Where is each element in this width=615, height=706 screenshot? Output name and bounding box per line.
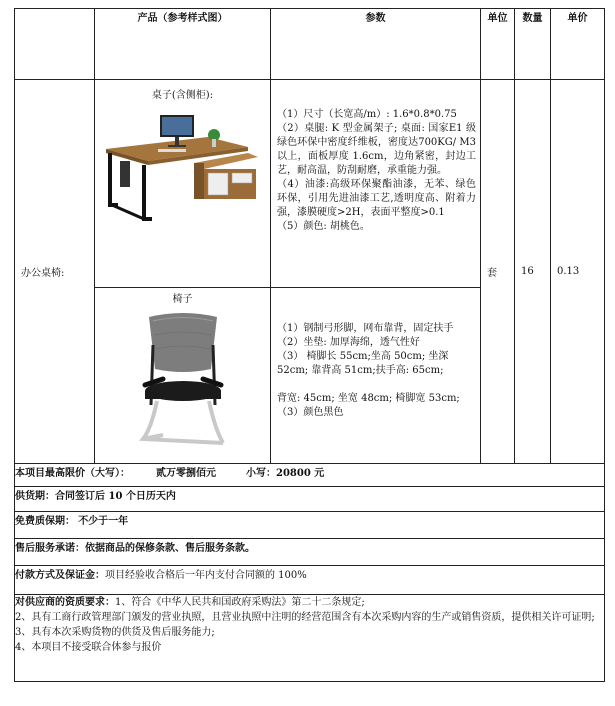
max-price-lower-label: 小写： bbox=[246, 468, 276, 479]
payment-label: 付款方式及保证金： bbox=[15, 570, 105, 581]
warranty-row bbox=[15, 512, 605, 539]
qualification-item: 1、符合《中华人民共和国政府采购法》第二十二条规定; bbox=[115, 597, 365, 608]
chair-spec-line bbox=[277, 378, 476, 392]
chair-spec-cell bbox=[271, 288, 481, 464]
header-price: 单价 bbox=[551, 9, 605, 80]
chair-spec-line: （1）钢制弓形脚，网布靠背，固定扶手 bbox=[277, 323, 454, 334]
header-qty: 数量 bbox=[515, 9, 551, 80]
desk-label: 桌子(含侧柜): bbox=[151, 90, 214, 101]
desk-image bbox=[98, 101, 268, 231]
qualification-item: 3、具有本次采购货物的供货及售后服务能力; bbox=[15, 627, 215, 638]
delivery-row bbox=[15, 487, 605, 512]
qualification-item: 4、本项目不接受联合体参与报价 bbox=[15, 642, 162, 653]
chair-image bbox=[123, 305, 243, 453]
desk-row bbox=[15, 80, 605, 288]
max-price-upper: 贰万零捌佰元 bbox=[156, 468, 216, 479]
qualification-row bbox=[15, 595, 605, 682]
header-unit: 单位 bbox=[481, 9, 515, 80]
desk-image-cell bbox=[95, 80, 271, 288]
desk-spec-line: （1）尺寸（长宽高/m）: 1.6*0.8*0.75 bbox=[277, 109, 457, 120]
after-sales-row bbox=[15, 539, 605, 566]
qualification-label: 对供应商的资质要求： bbox=[15, 597, 115, 608]
desk-spec-cell bbox=[271, 80, 481, 288]
item-name: 办公桌椅: bbox=[15, 80, 95, 464]
payment-value: 项目经验收合格后一年内支付合同额的 100% bbox=[105, 570, 307, 581]
procurement-table bbox=[14, 8, 605, 682]
header-image: 产品（参考样式图） bbox=[95, 9, 271, 80]
chair-spec-line: （3） 椅脚长 55cm;坐高 50cm; 坐深 52cm; 靠背高 51cm;扶手高: 65cm; bbox=[277, 351, 449, 376]
payment-row bbox=[15, 566, 605, 595]
chair-spec-line: （2）坐垫: 加厚海绵，透气性好 bbox=[277, 337, 420, 348]
chair-image-cell bbox=[95, 288, 271, 464]
max-price-lower: 20800 元 bbox=[276, 468, 325, 479]
desk-spec-line: （2）桌腿: K 型金属架子; 桌面: 国家E1 级绿色环保中密度纤维板，密度达700KG/ M3 以上，面板厚度 1.6cm，边角紧密，封边工艺，耐高温，防刮耐磨，承重能力强。 bbox=[277, 123, 476, 176]
warranty-cell bbox=[15, 512, 605, 539]
max-price-label: 本项目最高限价（大写） bbox=[15, 468, 120, 479]
delivery-cell: 供货期：合同签订后 10 个日历天内 bbox=[15, 487, 605, 512]
max-price-cell bbox=[15, 464, 605, 487]
warranty-label: 免费质保期： bbox=[15, 516, 75, 527]
after-sales-cell: 售后服务承诺：依据商品的保修条款、售后服务条款。 bbox=[15, 539, 605, 566]
qualification-cell bbox=[15, 595, 605, 682]
warranty-value: 不少于一年 bbox=[78, 516, 129, 527]
chair-label: 椅子 bbox=[172, 294, 193, 305]
item-qty: 16 bbox=[515, 80, 551, 464]
header-spec: 参数 bbox=[271, 9, 481, 80]
item-price: 0.13 bbox=[551, 80, 605, 464]
desk-spec-line: （5）颜色: 胡桃色。 bbox=[277, 221, 370, 232]
item-unit: 套 bbox=[481, 80, 515, 464]
header-row bbox=[15, 9, 605, 80]
max-price-colon: ： bbox=[120, 468, 130, 479]
payment-cell bbox=[15, 566, 605, 595]
qualification-item: 2、具有工商行政管理部门颁发的营业执照，且营业执照中注明的经营范围含有本次采购内容的生产或销售资质，提供相关许可证明; bbox=[15, 612, 595, 623]
desk-spec-line: （4）油漆:高级环保聚酯油漆，无苯、绿色环保，引用先进油漆工艺,透明度高、附着力强，漆膜硬度>2H，表面平整度>0.1 bbox=[277, 179, 476, 218]
chair-spec-line: 背宽: 45cm; 坐宽 48cm; 椅脚宽 53cm; bbox=[277, 393, 460, 404]
max-price-row bbox=[15, 464, 605, 487]
header-name-cell bbox=[15, 9, 95, 80]
chair-spec-line: （3）颜色黑色 bbox=[277, 407, 344, 418]
